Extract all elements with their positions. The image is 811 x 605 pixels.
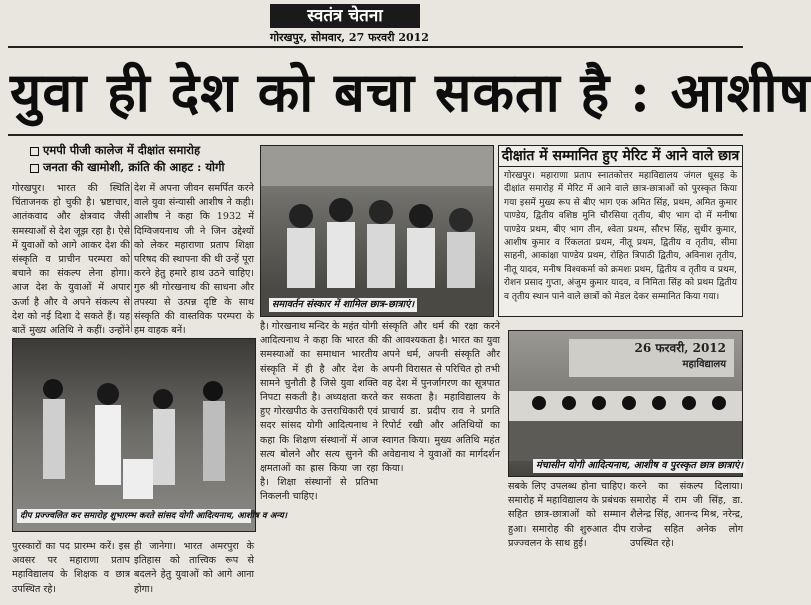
stage-banner: [569, 339, 734, 377]
column-divider: [131, 182, 132, 332]
headline-rule: [8, 134, 743, 136]
subhead-2: जनता की खामोशी, क्रांति की आहट : योगी: [30, 159, 255, 176]
photo-lamp: [12, 338, 288, 532]
article-column-3: है। गोरखनाथ मन्दिर के महंत योगी आदित्यनाथ ने कहा कि भारत की समस्याओं का समाधान भारतीय संस्कृति में ही है और देश के सामने चुनौती है जिसे युवा शक्ति निपटा सकती है। अध्यक्षता करते हुए गोरखपीठ के उत्तराधिकारी एवं सदर सांसद योगी आदित्यनाथ ने कहा कि शिक्षण संस्थानों में आज सत्य बोलने और सत्य सुनने की क्षमताओं का ह्रास किया जा रहा है। शिक्षा संस्थानों से प्रतिभा निकलनी चाहिए।: [260, 321, 378, 503]
bullet-icon: [30, 147, 39, 156]
merit-box-title: दीक्षांत में सम्मानित हुए मेरिट में आने वाले छात्र: [499, 146, 742, 167]
merit-box-body: गोरखपुर। महाराणा प्रताप स्नातकोत्तर महाविद्यालय जंगल धूसड़ के दीक्षांत समारोह में मेरिट में आने वाले छात्र-छात्राओं को पुरस्कृत किया गया इसमें मुख्य रूप से बीए भाग एक अमित सिंह, प्रथम, अमित कुमार पाण्डेय, द्वितीय वशिष्ठ मुनि चौरसिया तृतीय, बीए भाग दो में मनीषा पाण्डेय प्रथम, बीए भाग तीन, श्वेता प्रथम, सौरभ सिंह, सुधीर कुमार, आशीष कुमार व रिंकलता प्रथम, नीतू प्रथम, द्वितीय व तृतीय, सीमा साहनी, आकांक्षा पाण्डेय प्रथम, रोहित त्रिपाठी द्वितीय, अविनाश तृतीय, नीतू यादव, मनीष विश्वकर्मा को क्रमशः प्रथम, द्वितीय व तृतीय व प्रथम, रोशन प्रसाद गुप्ता, अंजुम कुमार यादव, व निमिता सिंह को प्रथम द्वितीय व तृतीय स्थान पाने वाले छात्रों को मेडल देकर सम्मानित किया गया।: [504, 171, 737, 302]
subheads: [30, 142, 255, 180]
merit-box: [498, 145, 743, 317]
article-column-6: करने का संकल्प दिलाया। समारोह में राम जी सिंह, डा. शैलेन्द्र सिंह, आनन्द मिश्र, नरेन्द्र, राजेन्द्र सहित अनेक लोग उपस्थित रहे।: [630, 481, 743, 549]
photo-students-caption: समावर्तन संस्कार में शामिल छात्र-छात्राएं।: [269, 298, 417, 312]
article-column-2: देश में अपना जीवन समर्पित करने वाले युवा संन्यासी आशीष ने कही। आशीष ने कहा कि 1932 में दिग्विजयनाथ जी ने जिन उद्देश्यों को लेकर महाराणा प्रताप शिक्षा परिषद की स्थापना की थी उन्हें पूरा करने हेतु हमारे हाथ उठने चाहिए। गुरु श्री गोरखनाथ की साधना और तपस्या से उत्पन्न दृष्टि के साथ संस्कृति की वास्तविक परम्परा के हम वाहक बनें।: [134, 183, 254, 337]
masthead-rule: [8, 46, 743, 48]
article-column-bottom-2: ही जानेगा। भारत अमरपुरा के इतिहास को तात्त्विक रूप से बदलने हेतु युवाओं को आगे आना होगा।: [134, 541, 254, 595]
bullet-icon: [30, 164, 39, 173]
photo-lamp-caption: दीप प्रज्ज्वलित कर समारोह शुभारम्भ करते सांसद योगी आदित्यनाथ, आशीष व अन्य।: [17, 509, 251, 523]
photo-stage-caption: मंचासीन योगी आदित्यनाथ, आशीष व पुरस्कृत छात्र छात्राएं।: [533, 459, 746, 473]
photo-stage: [508, 330, 743, 477]
dateline: गोरखपुर, सोमवार, 27 फरवरी 2012: [270, 31, 429, 44]
headline: युवा ही देश को बचा सकता है : आशीष: [10, 60, 811, 124]
photo-students: [260, 145, 494, 317]
article-column-1: गोरखपुर। भारत की स्थिति चिंताजनक हो चुकी है। भ्रष्टाचार, आतंकवाद और क्षेत्रवाद जैसी समस्याओं से देश जूझ रहा है। ऐसे में युवाओं को आगे आकर देश की संस्कृति व प्राचीन परम्परा को बचाने का संकल्प लेना होगा। आज देश के युवाओं में अपार ऊर्जा है और वे अपने संकल्प से देश को नई दिशा दे सकते हैं। यह बातें मुख्य अतिथि ने कहीं। उन्होंने: [12, 183, 130, 337]
students-photo-graphic: [261, 146, 493, 316]
article-column-5: सबके लिए उपलब्ध होना चाहिए। समारोह में महाविद्यालय के प्रबंधक सहित छात्र-छात्राओं को सम्मान हुआ। समारोह की शुरुआत दीप प्रज्ज्वलन के साथ हुई।: [508, 481, 626, 549]
banner-name: महाविद्यालय: [682, 359, 726, 370]
masthead: [0, 0, 751, 48]
banner-date: 26 फरवरी, 2012: [634, 341, 726, 355]
subhead-1: एमपी पीजी कालेज में दीक्षांत समारोह: [30, 142, 255, 159]
article-column-bottom-1: पुरस्कारों का पद प्रारम्भ करें। इस अवसर पर महाराणा प्रताप महाविद्यालय के शिक्षक व छात्र उपस्थित रहे।: [12, 541, 130, 595]
lamp-photo-graphic: [13, 339, 255, 531]
article-column-4: संस्कृति और धर्म की रक्षा करने की आवश्यकता है। भारत का युवा अपने धर्म, अपनी संस्कृति और अपनी विरासत से परिचित हो तभी वह देश में पुनर्जागरण का सूत्रपात कर सकता है। महाविद्यालय के प्राचार्य डा. प्रदीप राव ने प्रगति रिपोर्ट रखी और अतिथियों का स्वागत किया। मुख्य अतिथि महंत अवेद्यनाथ ने युवाओं का मार्गदर्शन किया।: [382, 321, 500, 475]
newspaper-name: स्वतंत्र चेतना: [270, 4, 420, 28]
